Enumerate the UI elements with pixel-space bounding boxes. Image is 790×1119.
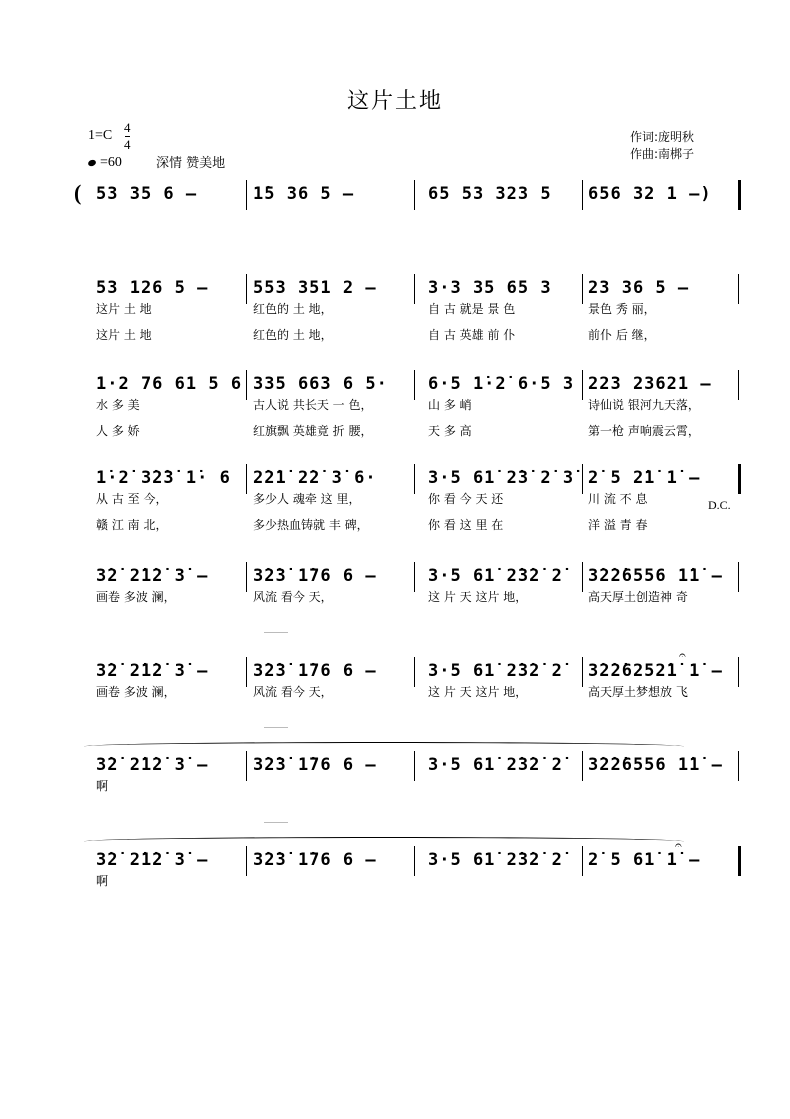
key-signature: 1=C xyxy=(88,128,113,143)
tempo-value: =60 xyxy=(100,155,122,170)
bar-line xyxy=(738,464,741,494)
measure-notes: 3̇2̇3̇ 1̇76 6 – xyxy=(253,850,377,870)
measure-notes: 2̇ 5 2̇1̇ 1̇ – xyxy=(588,468,701,488)
measure-notes: 3̇2̇2̇6252̇1̇ 1̇ – xyxy=(588,661,723,681)
fermata-icon: 𝄐 xyxy=(679,648,686,662)
section-divider xyxy=(264,632,288,633)
lyric-text: 川 流 不 息 xyxy=(588,492,648,506)
da-capo-marking: D.C. xyxy=(708,498,731,512)
notation-line xyxy=(74,180,738,210)
lyric-text: 画卷 多波 澜， xyxy=(96,685,176,699)
measure-notes: 3̇2̇2̇6556 1̇1̇ – xyxy=(588,566,723,586)
bar-line xyxy=(738,562,739,592)
lyric-text: 啊 xyxy=(96,874,109,888)
measure-notes: 2̇2̇1̇ 2̇2̇ 3̇ 6· xyxy=(253,468,377,488)
lyric-text: 这片 土 地 xyxy=(96,328,152,342)
measure-notes: 3·5 61̇ 2̇3̇2̇ 2̇ xyxy=(428,566,563,586)
measure-notes: 335 663 6 5· xyxy=(253,374,388,394)
lyric-text: 高天厚土梦想放 飞 xyxy=(588,685,688,699)
section-divider xyxy=(264,727,288,728)
lyric-text: 这 片 天 这片 地， xyxy=(428,685,528,699)
measure-notes: 3·5 61̇ 2̇3̇ 2̇ 3̇ xyxy=(428,468,575,488)
bar-line xyxy=(738,657,739,687)
lyric-line xyxy=(84,326,734,342)
bar-line xyxy=(582,180,583,210)
measure-notes: 3̇2̇3̇ 1̇76 6 – xyxy=(253,661,377,681)
bar-line xyxy=(738,370,739,400)
lyricist-credit: 作词:庞明秋 xyxy=(630,130,695,144)
lyric-text: 古人说 共长天 一 色， xyxy=(253,398,373,412)
lyric-text: 天 多 高 xyxy=(428,424,472,438)
lyric-line xyxy=(84,516,734,532)
lyric-line xyxy=(84,777,734,793)
lyric-line xyxy=(84,396,734,412)
lyric-text: 第一枪 声响震云霄， xyxy=(588,424,700,438)
lyric-text: 红色的 土 地， xyxy=(253,302,333,316)
lyric-text: 你 看 今 天 还 xyxy=(428,492,504,506)
bar-line xyxy=(246,180,247,210)
bar-line xyxy=(414,180,415,210)
lyric-text: 景色 秀 丽， xyxy=(588,302,656,316)
phrase-slur xyxy=(84,742,684,751)
measure-notes: 3·5 61̇ 2̇3̇2̇ 2̇ xyxy=(428,661,563,681)
time-signature xyxy=(124,120,131,153)
measure-notes: 6·5 1̇·2̇ 6·5 3 xyxy=(428,374,575,394)
fermata-icon: 𝄐 xyxy=(675,838,682,852)
measure-notes: 3·5 61̇ 2̇3̇2̇ 2̇ xyxy=(428,755,563,775)
bar-line xyxy=(738,274,739,304)
lyric-line xyxy=(84,872,734,888)
measure-notes: 3̇2̇3̇ 1̇76 6 – xyxy=(253,566,377,586)
measure-notes: 3̇2̇ 2̇1̇2̇ 3̇ – xyxy=(96,661,209,681)
measure-notes: 65 53 323 5 xyxy=(428,184,552,204)
measure-notes: 3·5 61̇ 2̇3̇2̇ 2̇ xyxy=(428,850,563,870)
measure-notes: 3̇2̇3̇ 1̇76 6 – xyxy=(253,755,377,775)
lyric-text: 多少人 魂牵 这 里， xyxy=(253,492,361,506)
bar-line xyxy=(738,180,741,210)
lyric-text: 多少热血铸就 丰 碑， xyxy=(253,518,369,532)
lyric-text: 啊 xyxy=(96,779,109,793)
lyric-line xyxy=(84,490,734,506)
measure-notes: 53 126 5 – xyxy=(96,278,209,298)
measure-notes: 553 351 2 – xyxy=(253,278,377,298)
measure-notes: 1·2 76 61 5 6 xyxy=(96,374,243,394)
lyric-text: 风流 看今 天， xyxy=(253,590,333,604)
lyric-text: 自 古 就是 景 色 xyxy=(428,302,516,316)
composer-credit: 作曲:南梆子 xyxy=(630,147,695,161)
lyric-text: 诗仙说 银河九天落， xyxy=(588,398,700,412)
lyric-line xyxy=(84,588,734,604)
lyric-text: 前仆 后 继， xyxy=(588,328,656,342)
measure-notes: 1̇·2̇ 3̇2̇3̇ 1̇· 6 xyxy=(96,468,231,488)
lyric-text: 这 片 天 这片 地， xyxy=(428,590,528,604)
lyric-text: 山 多 峭 xyxy=(428,398,472,412)
quarter-note-icon xyxy=(87,159,97,167)
lyric-line xyxy=(84,422,734,438)
measure-notes: 3̇2̇2̇6556 1̇1̇ – xyxy=(588,755,723,775)
section-divider xyxy=(264,822,288,823)
measure-notes: 3·3 35 65 3 xyxy=(428,278,552,298)
measure-notes: 3̇2̇ 2̇1̇2̇ 3̇ – xyxy=(96,850,209,870)
bar-line xyxy=(738,751,739,781)
expression-marking: 深情 赞美地 xyxy=(156,156,226,171)
lyric-text: 自 古 英雄 前 仆 xyxy=(428,328,516,342)
lyric-text: 红色的 土 地， xyxy=(253,328,333,342)
tempo-marking xyxy=(88,155,122,171)
measure-notes: 3̇2̇ 2̇1̇2̇ 3̇ – xyxy=(96,755,209,775)
lyric-text: 水 多 美 xyxy=(96,398,140,412)
lyric-line xyxy=(84,683,734,699)
measure-notes: 1̇5 36 5 – xyxy=(253,184,355,204)
lyric-text: 从 古 至 今， xyxy=(96,492,168,506)
time-sig-bottom: 4 xyxy=(124,137,131,152)
open-paren: ( xyxy=(74,180,83,205)
measure-notes: 223 23621 – xyxy=(588,374,712,394)
lyric-text: 你 看 这 里 在 xyxy=(428,518,504,532)
lyric-text: 画卷 多波 澜， xyxy=(96,590,176,604)
measure-notes: 2̇ 5 61̇ 1̇ – xyxy=(588,850,701,870)
song-title: 这片土地 xyxy=(346,89,443,114)
lyric-text: 人 多 娇 xyxy=(96,424,140,438)
time-sig-top: 4 xyxy=(124,120,131,135)
lyric-text: 赣 江 南 北， xyxy=(96,518,168,532)
phrase-slur xyxy=(84,837,684,846)
lyric-text: 高天厚土创造神 奇 xyxy=(588,590,688,604)
lyric-text: 红旗飘 英雄竟 折 腰， xyxy=(253,424,373,438)
measure-notes: 23 36 5 – xyxy=(588,278,690,298)
measure-notes: 3̇2̇ 2̇1̇2̇ 3̇ – xyxy=(96,566,209,586)
lyric-text: 风流 看今 天， xyxy=(253,685,333,699)
bar-line xyxy=(738,846,741,876)
measure-notes: 53 35 6 – xyxy=(96,184,198,204)
lyric-line xyxy=(84,300,734,316)
lyric-text: 这片 土 地 xyxy=(96,302,152,316)
lyric-text: 洋 溢 青 春 xyxy=(588,518,648,532)
measure-notes: 656 32 1 –) xyxy=(588,184,712,204)
